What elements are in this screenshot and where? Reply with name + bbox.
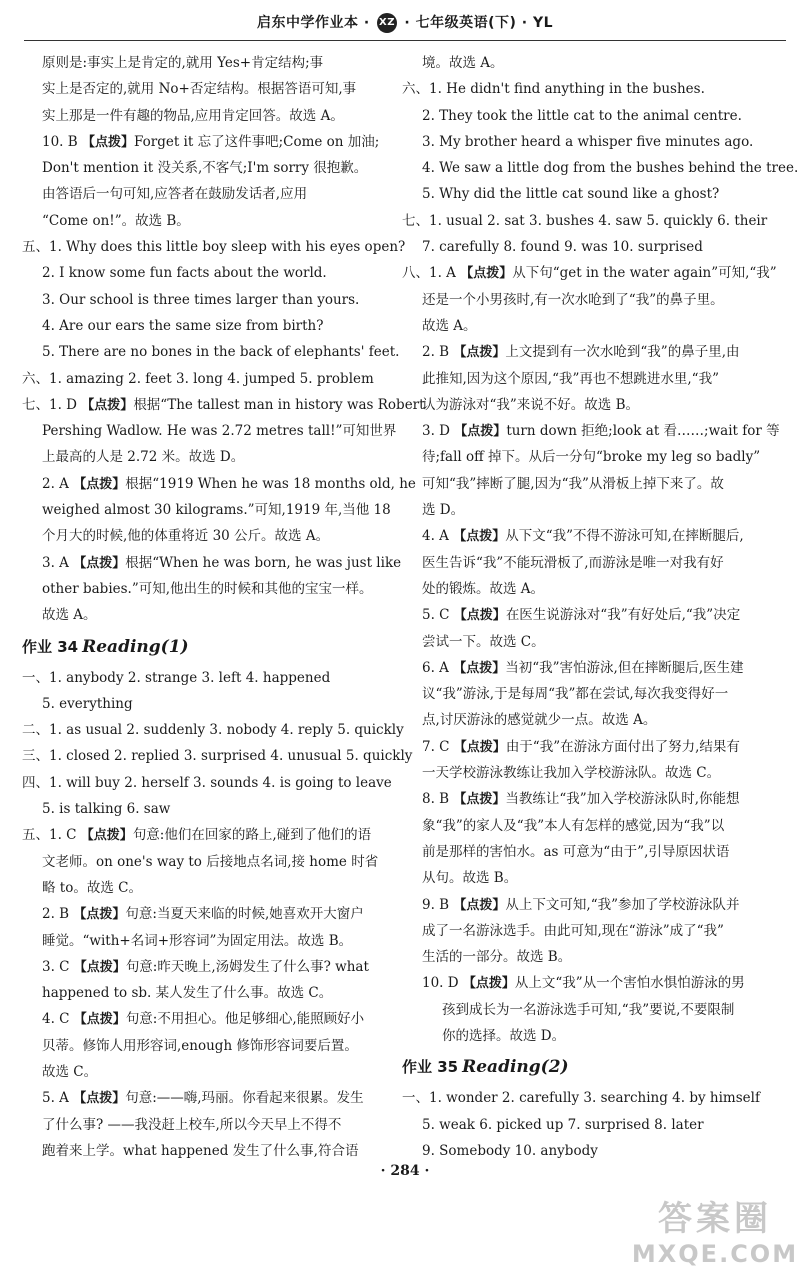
answer-text: 认为游泳对“我”来说不好。故选 B。 — [422, 396, 640, 413]
answer-line — [22, 523, 382, 549]
answer-line — [22, 129, 382, 155]
answer-text: 睡觉。“with+名词+形容词”为固定用法。故选 B。 — [42, 932, 353, 949]
answer-line — [22, 181, 382, 207]
answer-line — [402, 497, 788, 523]
answer-text: 前是那样的害怕水。as 可意为“由于”,引导原因状语 — [422, 843, 730, 860]
answer-text: 可知“我”摔断了腿,因为“我”从滑板上掉下来了。故 — [422, 475, 724, 492]
answer-line — [402, 523, 788, 549]
answer-text: 象“我”的家人及“我”本人有怎样的感觉,因为“我”以 — [422, 817, 725, 834]
answer-number: 10. D — [422, 975, 463, 992]
answer-number: 2. B — [42, 906, 74, 923]
answer-number: 五、1. C — [22, 827, 81, 844]
answer-line — [402, 444, 788, 470]
section-heading: Reading(1) — [82, 636, 189, 657]
answer-line — [22, 313, 382, 339]
answer-text: 处的锻炼。故选 A。 — [422, 580, 545, 597]
answer-line — [22, 418, 397, 444]
answer-text: 成了一名游泳选手。由此可知,现在“游泳”成了“我” — [422, 922, 724, 939]
answer-text: 六、1. amazing 2. feet 3. long 4. jumped 5. problem — [22, 370, 374, 387]
answer-line — [22, 602, 382, 628]
header-right: · 七年级英语(下) · YL — [399, 15, 554, 31]
answer-text: 根据“1919 When he was 18 months old, he — [125, 475, 416, 492]
answer-text: 原则是:事实上是肯定的,就用 Yes+肯定结构;事 — [42, 55, 324, 71]
answer-text: 个月大的时候,他的体重将近 30 公斤。故选 A。 — [42, 528, 330, 545]
answer-line — [402, 602, 788, 628]
answer-line — [22, 954, 382, 980]
answer-text: 你的选择。故选 D。 — [442, 1027, 566, 1044]
answer-text: 四、1. will buy 2. herself 3. sounds 4. is going to leave — [22, 774, 392, 791]
answer-number: 3. C — [42, 958, 74, 975]
section-title — [22, 629, 382, 665]
answer-text: 实上是否定的,就用 No+否定结构。根据答语可知,事 — [42, 81, 357, 98]
answer-text: “Come on!”。故选 B。 — [42, 212, 190, 229]
answer-line — [402, 1112, 788, 1138]
answer-text: 故选 A。 — [422, 317, 477, 334]
answer-line — [22, 717, 404, 743]
answer-line — [402, 103, 788, 129]
answer-line — [402, 155, 799, 181]
answer-number: 七、1. D — [22, 396, 82, 413]
answer-line — [22, 260, 382, 286]
answer-text: Forget it 忘了这件事吧;Come on 加油; — [134, 133, 380, 150]
answer-number: 八、1. A — [402, 265, 461, 282]
answer-text: 由于“我”在游泳方面付出了努力,结果有 — [505, 738, 740, 755]
section-number: 作业 34 — [22, 637, 79, 656]
section-number: 作业 35 — [402, 1058, 459, 1077]
watermark-url: MXQE.COM — [631, 1240, 799, 1268]
answer-line — [402, 234, 788, 260]
answer-line — [22, 76, 382, 102]
answer-text: 上文提到有一次水呛到“我”的鼻子里,由 — [505, 344, 740, 361]
hint-tag: 【点拨】 — [73, 476, 126, 492]
answer-text: 2. They took the little cat to the animal centre. — [422, 107, 742, 124]
answer-number: 6. A — [422, 659, 454, 676]
header-left: 启东中学作业本 · — [256, 15, 376, 31]
answer-text: 医生告诉“我”不能玩滑板了,而游泳是唯一对我有好 — [422, 554, 724, 571]
answer-line — [402, 418, 788, 444]
answer-text: 2. I know some fun facts about the world. — [42, 265, 327, 282]
answer-line — [22, 50, 382, 76]
answer-text: 略 to。故选 C。 — [42, 879, 142, 896]
answer-line — [402, 129, 788, 155]
answer-text: 尝试一下。故选 C。 — [422, 633, 545, 650]
answer-text: 从下句“get in the water again”可知,“我” — [512, 265, 777, 282]
answer-line — [402, 944, 788, 970]
answer-text: 跑着来上学。what happened 发生了什么事,符合语 — [42, 1142, 359, 1159]
answer-text: 5. weak 6. picked up 7. surprised 8. later — [422, 1116, 704, 1133]
hint-tag: 【点拨】 — [73, 907, 126, 923]
answer-text: 句意:他们在回家的路上,碰到了他们的语 — [132, 827, 372, 844]
answer-text: 故选 C。 — [42, 1063, 98, 1080]
hint-tag: 【点拨】 — [453, 739, 506, 755]
page-number: · 284 · — [380, 1163, 430, 1179]
answer-line — [402, 839, 788, 865]
answer-line — [402, 471, 788, 497]
hint-tag: 【点拨】 — [73, 555, 126, 571]
answer-text: 实上那是一件有趣的物品,应用肯定回答。故选 A。 — [42, 107, 344, 124]
answer-line — [402, 366, 788, 392]
hint-tag: 【点拨】 — [80, 828, 133, 844]
watermark-logo: 答案圈 — [658, 1199, 772, 1239]
answer-line — [22, 1112, 382, 1138]
answer-text: 贝蒂。修饰人用形容词,enough 修饰形容词要后置。 — [42, 1037, 358, 1054]
answer-text: 三、1. closed 2. replied 3. surprised 4. unusual 5. quickly — [22, 748, 413, 765]
answer-text: 一、1. wonder 2. carefully 3. searching 4. by himself — [402, 1090, 760, 1107]
hint-tag: 【点拨】 — [460, 266, 513, 282]
answer-line — [22, 103, 382, 129]
answer-number: 4. C — [42, 1011, 74, 1028]
answer-text: 生活的一部分。故选 B。 — [422, 949, 572, 966]
answer-line — [402, 550, 788, 576]
answer-text: 一天学校游泳教练让我加入学校游泳队。故选 C。 — [422, 765, 721, 782]
answer-text: 5. everything — [42, 695, 133, 712]
answer-text: 二、1. as usual 2. suddenly 3. nobody 4. reply 5. quickly — [22, 722, 404, 739]
answer-line — [22, 1006, 382, 1032]
answer-number: 4. A — [422, 528, 454, 545]
answer-line — [22, 287, 382, 313]
answer-text: 根据“The tallest man in history was Robert — [133, 396, 425, 413]
answer-line — [402, 786, 788, 812]
answer-line — [402, 1085, 788, 1111]
answer-line — [22, 901, 382, 927]
answer-line — [402, 1023, 788, 1049]
answer-line — [402, 260, 788, 286]
answer-line — [22, 770, 392, 796]
answer-text: Pershing Wadlow. He was 2.72 metres tall!”可知世界 — [42, 423, 397, 440]
answer-text: 句意:当夏天来临的时候,她喜欢开大窗户 — [125, 906, 364, 923]
answer-text: 由答语后一句可知,应答者在鼓励发话者,应用 — [42, 186, 308, 203]
answer-number: 7. C — [422, 738, 454, 755]
answer-text: weighed almost 30 kilograms.”可知,1919 年,当他 18 — [42, 502, 391, 519]
answer-text: 当初“我”害怕游泳,但在摔断腿后,医生建 — [505, 659, 744, 676]
answer-text: 议“我”游泳,于是每周“我”都在尝试,每次我变得好一 — [422, 686, 729, 703]
answer-line — [402, 707, 788, 733]
answer-line — [22, 691, 382, 717]
answer-number: 5. A — [42, 1090, 74, 1107]
answer-line — [22, 875, 382, 901]
answer-line — [402, 970, 788, 996]
answer-text: 境。故选 A。 — [422, 55, 504, 71]
answer-line — [402, 50, 788, 76]
answer-line — [402, 734, 788, 760]
hint-tag: 【点拨】 — [73, 1012, 126, 1028]
answer-text: 待;fall off 掉下。从后一分句“broke my leg so badly” — [422, 449, 761, 466]
answer-text: 4. Are our ears the same size from birth? — [42, 317, 324, 334]
answer-number: 3. D — [422, 423, 455, 440]
answer-text: 故选 A。 — [42, 607, 97, 624]
answer-line — [402, 997, 788, 1023]
hint-tag: 【点拨】 — [81, 134, 134, 150]
answer-text: 五、1. Why does this little boy sleep with his eyes open? — [22, 239, 406, 256]
answer-text: other babies.”可知,他出生的时候和其他的宝宝一样。 — [42, 580, 373, 597]
answer-text: turn down 拒绝;look at 看……;wait for 等 — [506, 423, 780, 440]
answer-text: 从句。故选 B。 — [422, 870, 518, 887]
answer-line — [22, 339, 400, 365]
answer-line — [22, 471, 416, 497]
answer-number: 9. B — [422, 896, 454, 913]
answer-text: 5. Why did the little cat sound like a ghost? — [422, 186, 720, 203]
answer-line — [22, 550, 402, 576]
answer-text: 一、1. anybody 2. strange 3. left 4. happened — [22, 669, 331, 686]
answer-line — [22, 1059, 382, 1085]
answer-number: 10. B — [42, 133, 82, 150]
answer-line — [402, 181, 788, 207]
answer-text: 4. We saw a little dog from the bushes behind the tree. — [422, 160, 799, 177]
answer-text: 点,讨厌游泳的感觉就少一点。故选 A。 — [422, 712, 657, 729]
answer-text: 3. My brother heard a whisper five minutes ago. — [422, 133, 754, 150]
answer-text: 了什么事? ——我没赶上校车,所以今天早上不得不 — [42, 1116, 342, 1133]
answer-line — [22, 665, 382, 691]
answer-line — [22, 366, 382, 392]
answer-text: 从上下文可知,“我”参加了学校游泳队并 — [505, 896, 740, 913]
answer-text: 3. Our school is three times larger than yours. — [42, 291, 360, 308]
answer-line — [22, 208, 382, 234]
hint-tag: 【点拨】 — [453, 608, 506, 624]
answer-line — [402, 865, 788, 891]
answer-line — [402, 339, 788, 365]
right-column — [402, 50, 799, 1164]
answer-line — [402, 313, 788, 339]
answer-number: 2. A — [42, 475, 74, 492]
answer-text: 当教练让“我”加入学校游泳队时,你能想 — [505, 791, 740, 808]
hint-tag: 【点拨】 — [453, 792, 506, 808]
answer-line — [402, 629, 788, 655]
answer-text: 9. Somebody 10. anybody — [422, 1142, 598, 1159]
watermark — [630, 1196, 800, 1274]
answer-line — [402, 76, 788, 102]
hint-tag: 【点拨】 — [454, 424, 507, 440]
answer-text: 5. There are no bones in the back of elephants' feet. — [42, 344, 400, 361]
answer-line — [402, 655, 788, 681]
answer-line — [22, 743, 413, 769]
section-title — [402, 1049, 788, 1085]
answer-text: 从上文“我”从一个害怕水惧怕游泳的男 — [514, 975, 745, 992]
hint-tag: 【点拨】 — [453, 660, 506, 676]
answer-text: 在医生说游泳对“我”有好处后,“我”决定 — [505, 607, 741, 624]
answer-line — [402, 576, 788, 602]
answer-text: 选 D。 — [422, 502, 465, 519]
answer-line — [402, 208, 788, 234]
answer-text: Don't mention it 没关系,不客气;I'm sorry 很抱歉。 — [42, 160, 368, 177]
answer-line — [22, 796, 382, 822]
answer-line — [22, 234, 406, 260]
hint-tag: 【点拨】 — [453, 345, 506, 361]
answer-line — [22, 1033, 382, 1059]
answer-text: 文老师。on one's way to 后接地点名词,接 home 时省 — [42, 853, 379, 870]
answer-text: 根据“When he was born, he was just like — [125, 554, 402, 571]
answer-text: 此推知,因为这个原因,“我”再也不想跳进水里,“我” — [422, 370, 719, 387]
hint-tag: 【点拨】 — [453, 897, 506, 913]
answer-text: 上最高的人是 2.72 米。故选 D。 — [42, 449, 245, 466]
answer-text: happened to sb. 某人发生了什么事。故选 C。 — [42, 985, 333, 1002]
answer-line — [22, 849, 382, 875]
xz-badge-icon: XZ — [377, 13, 397, 33]
answer-text: 7. carefully 8. found 9. was 10. surprised — [422, 239, 703, 256]
answer-line — [402, 892, 788, 918]
answer-line — [22, 980, 382, 1006]
answer-line — [22, 444, 382, 470]
answer-line — [22, 822, 382, 848]
answer-line — [402, 392, 788, 418]
answer-number: 3. A — [42, 554, 74, 571]
answer-text: 孩到成长为一名游泳选手可知,“我”要说,不要限制 — [442, 1001, 735, 1018]
answer-line — [22, 392, 425, 418]
answer-text: 5. is talking 6. saw — [42, 801, 171, 818]
answer-line — [22, 576, 382, 602]
answer-line — [402, 918, 788, 944]
answer-number: 2. B — [422, 344, 454, 361]
hint-tag: 【点拨】 — [73, 959, 126, 975]
answer-number: 8. B — [422, 791, 454, 808]
answer-line — [22, 1085, 382, 1111]
answer-line — [402, 813, 788, 839]
answer-number: 5. C — [422, 607, 454, 624]
answer-text: 还是一个小男孩时,有一次水呛到了“我”的鼻子里。 — [422, 291, 724, 308]
left-column — [22, 50, 425, 1164]
answer-line — [402, 1138, 788, 1164]
hint-tag: 【点拨】 — [453, 529, 506, 545]
hint-tag: 【点拨】 — [81, 397, 134, 413]
page-header — [0, 12, 810, 33]
answer-line — [22, 928, 382, 954]
answer-text: 六、1. He didn't find anything in the bushes. — [402, 81, 705, 98]
answer-text: 七、1. usual 2. sat 3. bushes 4. saw 5. quickly 6. their — [402, 212, 768, 229]
answer-line — [22, 155, 382, 181]
answer-text: 句意:不用担心。他足够细心,能照顾好小 — [125, 1011, 365, 1028]
hint-tag: 【点拨】 — [73, 1091, 126, 1107]
answer-text: 句意:昨天晚上,汤姆发生了什么事? what — [125, 958, 369, 975]
answer-line — [22, 497, 391, 523]
answer-line — [402, 287, 788, 313]
header-divider — [24, 40, 786, 41]
answer-text: 句意:——嗨,玛丽。你看起来很累。发生 — [125, 1090, 364, 1107]
hint-tag: 【点拨】 — [462, 976, 515, 992]
answer-text: 从下文“我”不得不游泳可知,在摔断腿后, — [505, 528, 744, 545]
section-heading: Reading(2) — [462, 1057, 569, 1078]
answer-line — [402, 760, 788, 786]
answer-line — [22, 1138, 382, 1164]
answer-line — [402, 681, 788, 707]
